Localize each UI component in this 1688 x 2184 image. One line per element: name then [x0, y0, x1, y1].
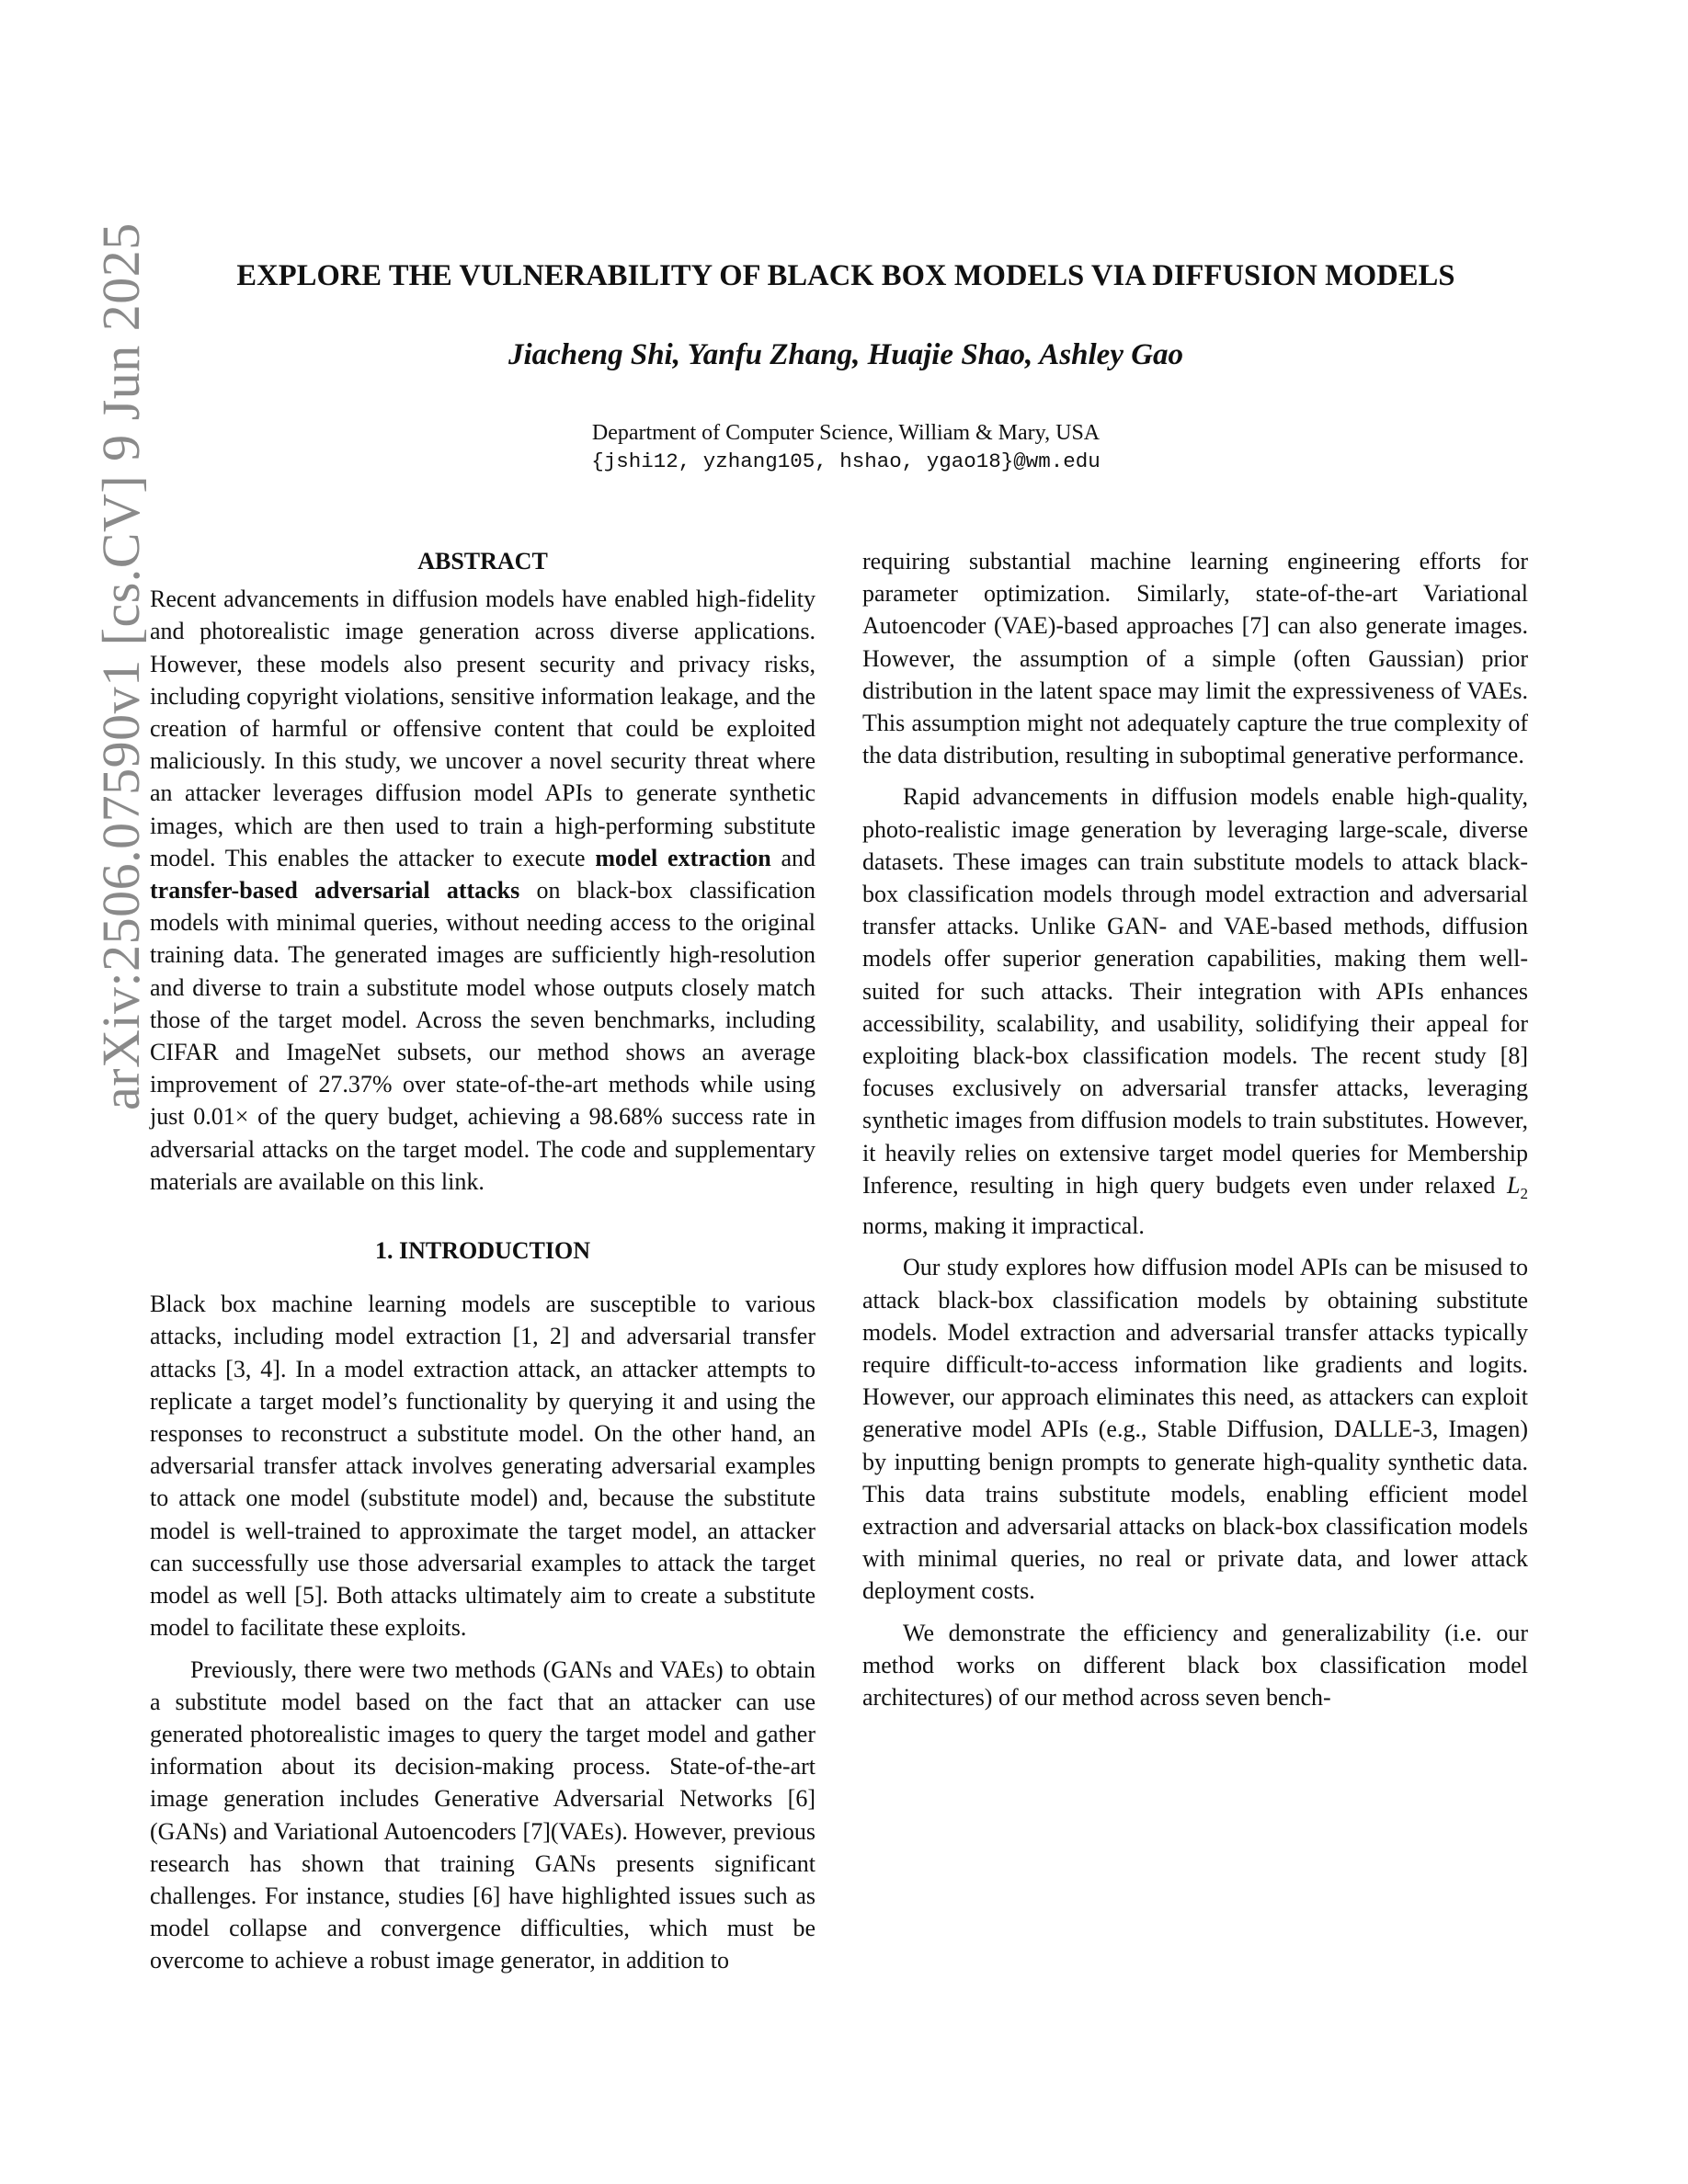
- l2-norm-base: L: [1507, 1171, 1521, 1199]
- right-column: [862, 545, 1528, 1713]
- intro-paragraph-2: Previously, there were two methods (GANs and VAEs) to obtain a substitute model based on the fact that an attacker can use generated photorealistic images to query the target model and gather information about its decision-making process. State-of-the-art image generation includes Generative Adversarial Networks [6] (GANs) and Variational Autoencoders [7](VAEs). However, previous research has shown that training GANs presents significant challenges. For instance, studies [6] have highlighted issues such as model collapse and convergence difficulties, which must be overcome to achieve a robust image generator, in addition to: [150, 1655, 815, 1974]
- l2-norm-subscript: 2: [1520, 1185, 1528, 1203]
- abstract-paragraph: [150, 583, 815, 1198]
- abstract-bold-transfer-attacks: transfer-based adversarial attacks: [150, 877, 520, 904]
- paper-title: EXPLORE THE VULNERABILITY OF BLACK BOX MODELS VIA DIFFUSION MODELS: [236, 259, 1455, 292]
- abstract-text-2: and: [770, 844, 815, 871]
- abstract-text-1: Recent advancements in diffusion models have enabled high-fidelity and photorealistic image generation across diverse applications. However, these models also present security and privacy risks, including copyright violations, sensitive information leakage, and the creation of harmful or offensive content that could be exploited maliciously. In this study, we uncover a novel security threat where an attacker leverages diffusion model APIs to generate synthetic images, which are then used to train a high-performing substitute model. This enables the attacker to execute: [150, 586, 815, 871]
- intro-p3-text-end: norms, making it impractical.: [862, 1212, 1145, 1240]
- l2-norm-symbol: [1507, 1171, 1528, 1203]
- abstract-heading: ABSTRACT: [417, 548, 548, 574]
- affiliation: Department of Computer Science, William & Mary, USA: [591, 421, 1101, 445]
- introduction-heading: 1. INTRODUCTION: [374, 1237, 591, 1265]
- arxiv-identifier-stamp: arXiv:2506.07590v1 [cs.CV] 9 Jun 2025: [91, 222, 151, 1110]
- author-list: Jiacheng Shi, Yanfu Zhang, Huajie Shao, Ashley Gao: [508, 338, 1184, 371]
- intro-paragraph-4: Our study explores how diffusion model APIs can be misused to attack black-box classification models by obtaining substitute models. Model extraction and adversarial transfer attacks typically require difficult-to-access information like gradients and logits. However, our approach eliminates this need, as attackers can exploit generative model APIs (e.g., Stable Diffusion, DALLE-3, Imagen) by inputting benign prompts to generate high-quality synthetic data. This data trains substitute models, enabling efficient model extraction and adversarial attacks on black-box classification models with minimal queries, no real or private data, and lower attack deployment costs.: [862, 1254, 1528, 1605]
- intro-p3-text: Rapid advancements in diffusion models enable high-quality, photo-realistic image generation by leveraging large-scale, diverse datasets. These images can train substitute models to attack black-box classification models through model extraction and adversarial transfer attacks. Unlike GAN- and VAE-based methods, diffusion models offer superior generation capabilities, making them well-suited for such attacks. Their integration with APIs enhances accessibility, scalability, and usability, solidifying their appeal for exploiting black-box classification models. The recent study [8] focuses exclusively on adversarial transfer attacks, leveraging synthetic images from diffusion models to train substitutes. However, it heavily relies on extensive target model queries for Membership Inference, resulting in high query budgets even under relaxed: [862, 783, 1528, 1199]
- intro-paragraph-2-continued: requiring substantial machine learning engineering efforts for parameter optimization. Similarly, state-of-the-art Variational Autoencoder (VAE)-based approaches [7] can also generate images. However, the assumption of a simple (often Gaussian) prior distribution in the latent space may limit the expressiveness of VAEs. This assumption might not adequately capture the true complexity of the data distribution, resulting in suboptimal generative performance.: [862, 548, 1528, 769]
- intro-paragraph-3: [862, 780, 1528, 1242]
- intro-paragraph-1: Black box machine learning models are susceptible to various attacks, including model extraction [1, 2] and adversarial transfer attacks [3, 4]. In a model extraction attack, an attacker attempts to replicate a target model’s functionality by querying it and using the responses to reconstruct a substitute model. On the other hand, an adversarial transfer attack involves generating adversarial examples to attack one model (substitute model) and, because the substitute model is well-trained to approximate the target model, an attacker can successfully use those adversarial examples to attack the target model as well [5]. Both attacks ultimately aim to create a substitute model to facilitate these exploits.: [150, 1291, 815, 1642]
- intro-paragraph-5: We demonstrate the efficiency and generalizability (i.e. our method works on different black box classification model architectures) of our method across seven bench-: [862, 1619, 1528, 1712]
- left-column: [150, 545, 815, 1977]
- author-emails: {jshi12, yzhang105, hshao, ygao18}@wm.edu: [591, 449, 1101, 473]
- abstract-bold-model-extraction: model extraction: [595, 844, 771, 871]
- abstract-text-3: on black-box classification models with minimal queries, without needing access to the original training data. The generated images are sufficiently high-resolution and diverse to train a substitute model whose outputs closely match those of the target model. Across the seven benchmarks, including CIFAR and ImageNet subsets, our method shows an average improvement of 27.37% over state-of-the-art methods while using just 0.01× of the query budget, achieving a 98.68% success rate in adversarial attacks on the target model. The code and supplementary materials are available on this link.: [150, 877, 815, 1195]
